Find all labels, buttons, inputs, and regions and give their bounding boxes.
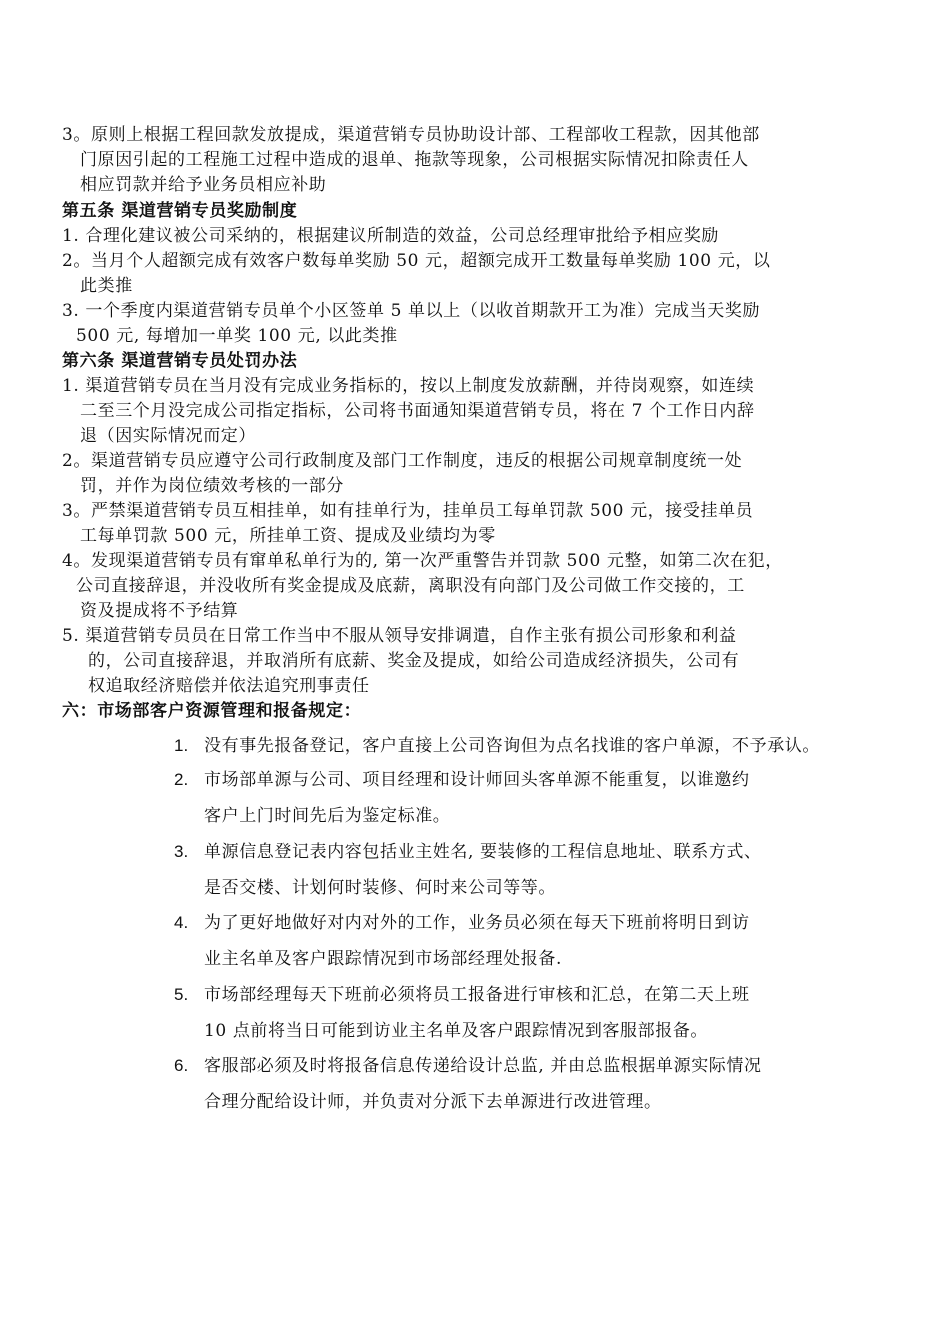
paragraph-line: 2。当月个人超额完成有效客户数每单奖励 50 元，超额完成开工数量每单奖励 100 元，以 <box>62 251 771 271</box>
list-item-text: 客服部必须及时将报备信息传递给设计总监, 并由总监根据单源实际情况 <box>204 1056 762 1076</box>
list-item-text: 业主名单及客户跟踪情况到市场部经理处报备. <box>204 949 563 969</box>
paragraph-line: 3. 一个季度内渠道营销专员单个小区签单 5 单以上（以收首期款开工为准）完成当天奖励 <box>62 301 761 321</box>
paragraph-line: 2。渠道营销专员应遵守公司行政制度及部门工作制度，违反的根据公司规章制度统一处 <box>62 451 743 471</box>
paragraph-line: 500 元, 每增加一单奖 100 元, 以此类推 <box>76 326 398 346</box>
paragraph-line: 相应罚款并给予业务员相应补助 <box>80 175 327 195</box>
list-number: 6. <box>174 1056 189 1075</box>
paragraph-line: 工每单罚款 500 元，所挂单工资、提成及业绩均为零 <box>80 526 496 546</box>
list-item-text: 市场部单源与公司、项目经理和设计师回头客单源不能重复，以谁邀约 <box>204 770 750 790</box>
paragraph-line: 1. 合理化建议被公司采纳的，根据建议所制造的效益，公司总经理审批给予相应奖励 <box>62 226 720 246</box>
section-heading: 六：市场部客户资源管理和报备规定： <box>62 701 362 721</box>
list-number: 2. <box>174 770 189 789</box>
paragraph-line: 资及提成将不予结算 <box>80 601 239 621</box>
paragraph-line: 3。原则上根据工程回款发放提成，渠道营销专员协助设计部、工程部收工程款，因其他部 <box>62 125 760 145</box>
paragraph-line: 罚，并作为岗位绩效考核的一部分 <box>80 476 344 496</box>
paragraph-line: 权追取经济赔偿并依法追究刑事责任 <box>88 676 370 696</box>
paragraph-line: 的，公司直接辞退，并取消所有底薪、奖金及提成，如给公司造成经济损失，公司有 <box>88 651 740 671</box>
paragraph-line: 公司直接辞退，并没收所有奖金提成及底薪，离职没有向部门及公司做工作交接的，工 <box>76 576 745 596</box>
list-item-text: 10 点前将当日可能到访业主名单及客户跟踪情况到客服部报备。 <box>204 1021 709 1041</box>
paragraph-line: 1. 渠道营销专员在当月没有完成业务指标的，按以上制度发放薪酬，并待岗观察，如连续 <box>62 376 755 396</box>
list-number: 4. <box>174 913 189 932</box>
list-number: 1. <box>174 736 189 755</box>
list-item-text: 市场部经理每天下班前必须将员工报备进行审核和汇总，在第二天上班 <box>204 985 750 1005</box>
list-number: 3. <box>174 842 189 861</box>
list-item-text: 为了更好地做好对内对外的工作，业务员必须在每天下班前将明日到访 <box>204 913 750 933</box>
list-number: 5. <box>174 985 189 1004</box>
paragraph-line: 5. 渠道营销专员员在日常工作当中不服从领导安排调遣，自作主张有损公司形象和利益 <box>62 626 737 646</box>
list-item-text: 是否交楼、计划何时装修、何时来公司等等。 <box>204 878 556 898</box>
paragraph-line: 二至三个月没完成公司指定指标，公司将书面通知渠道营销专员，将在 7 个工作日内辞 <box>80 401 755 421</box>
list-item-text: 没有事先报备登记，客户直接上公司咨询但为点名找谁的客户单源，不予承认。 <box>204 736 820 756</box>
list-item-text: 客户上门时间先后为鉴定标准。 <box>204 806 451 826</box>
section-heading: 第五条 渠道营销专员奖励制度 <box>62 201 298 221</box>
paragraph-line: 门原因引起的工程施工过程中造成的退单、拖款等现象，公司根据实际情况扣除责任人 <box>80 150 749 170</box>
paragraph-line: 3。严禁渠道营销专员互相挂单，如有挂单行为，挂单员工每单罚款 500 元，接受挂单员 <box>62 501 754 521</box>
paragraph-line: 退（因实际情况而定） <box>80 426 256 446</box>
section-heading: 第六条 渠道营销专员处罚办法 <box>62 351 298 371</box>
paragraph-line: 4。发现渠道营销专员有窜单私单行为的, 第一次严重警告并罚款 500 元整，如第二次在犯， <box>62 551 783 571</box>
list-item-text: 单源信息登记表内容包括业主姓名, 要装修的工程信息地址、联系方式、 <box>204 842 762 862</box>
paragraph-line: 此类推 <box>80 276 133 296</box>
list-item-text: 合理分配给设计师，并负责对分派下去单源进行改进管理。 <box>204 1092 662 1112</box>
